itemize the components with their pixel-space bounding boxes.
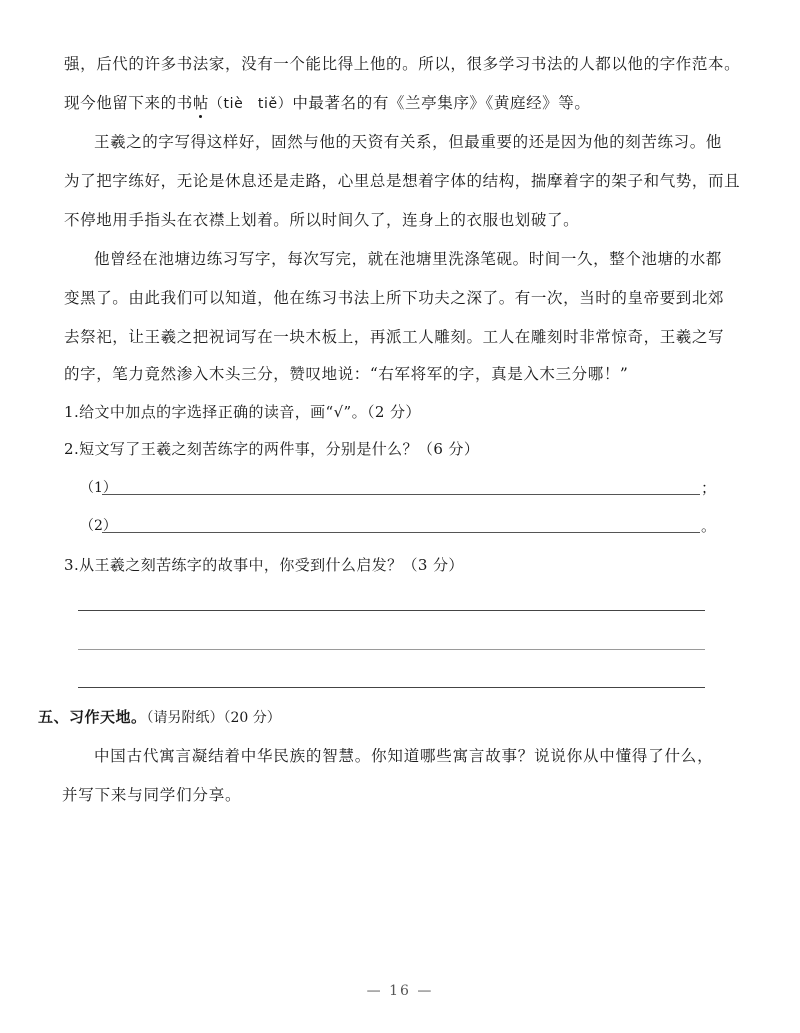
passage-line-5: 不停地用手指头在衣襟上划着。所以时间久了，连身上的衣服也划破了。 xyxy=(64,211,580,229)
blank-2-label: （2） xyxy=(80,518,117,534)
passage-line-9: 的字，笔力竟然渗入木头三分，赞叹地说：“右军将军的字，真是入木三分哪！” xyxy=(64,365,629,383)
answer-line-2[interactable] xyxy=(78,649,705,650)
passage-line-8: 去祭祀，让王羲之把祝词写在一块木板上，再派工人雕刻。工人在雕刻时非常惊奇，王羲之写 xyxy=(64,328,725,346)
answer-blank-2[interactable] xyxy=(80,516,720,536)
passage-line-2-end: 中最著名的有《兰亭集序》《黄庭经》等。 xyxy=(292,94,591,112)
blank-2-end-mark: 。 xyxy=(700,517,716,535)
answer-line-1[interactable] xyxy=(78,610,705,611)
passage-line-4: 为了把字练好，无论是休息还是走路，心里总是想着字体的结构，揣摩着字的架子和气势，而且 xyxy=(64,172,741,190)
blank-2-line[interactable] xyxy=(102,532,700,533)
blank-1-line[interactable] xyxy=(102,494,700,495)
blank-1-label: （1） xyxy=(80,480,117,496)
section-5-title: 五、习作天地。 xyxy=(38,708,147,726)
dotted-character: 帖 xyxy=(192,94,209,112)
passage-line-6: 他曾经在池塘边练习写字，每次写完，就在池塘里洗涤笔砚。时间一久，整个池塘的水都 xyxy=(94,250,722,268)
essay-prompt-line-1: 中国古代寓言凝结着中华民族的智慧。你知道哪些寓言故事？说说你从中懂得了什么， xyxy=(94,747,714,765)
passage-line-1: 强，后代的许多书法家，没有一个能比得上他的。所以，很多学习书法的人都以他的字作范本。 xyxy=(64,55,741,73)
question-3: 3.从王羲之刻苦练字的故事中，你受到什么启发？（3 分） xyxy=(64,556,464,574)
blank-1-end-mark: ； xyxy=(700,479,716,497)
pinyin-options: （tiè tiě） xyxy=(208,96,293,112)
passage-line-3: 王羲之的字写得这样好，固然与他的天资有关系，但最重要的还是因为他的刻苦练习。他 xyxy=(94,133,722,151)
section-5-heading xyxy=(38,707,281,728)
page-number: — 16 — xyxy=(366,983,434,999)
question-1: 1.给文中加点的字选择正确的读音，画“√”。（2 分） xyxy=(64,403,421,421)
section-5-note: （请另附纸）（20 分） xyxy=(146,710,281,726)
answer-blank-1[interactable] xyxy=(80,478,720,498)
answer-line-3[interactable] xyxy=(78,687,705,688)
passage-line-2 xyxy=(64,93,744,114)
question-2: 2.短文写了王羲之刻苦练字的两件事，分别是什么？（6 分） xyxy=(64,440,480,458)
passage-line-2-start: 现今他留下来的书 xyxy=(64,94,193,112)
essay-prompt-line-2: 并写下来与同学们分享。 xyxy=(62,786,242,804)
passage-line-7: 变黑了。由此我们可以知道，他在练习书法上所下功夫之深了。有一次，当时的皇帝要到北郊 xyxy=(64,289,725,307)
